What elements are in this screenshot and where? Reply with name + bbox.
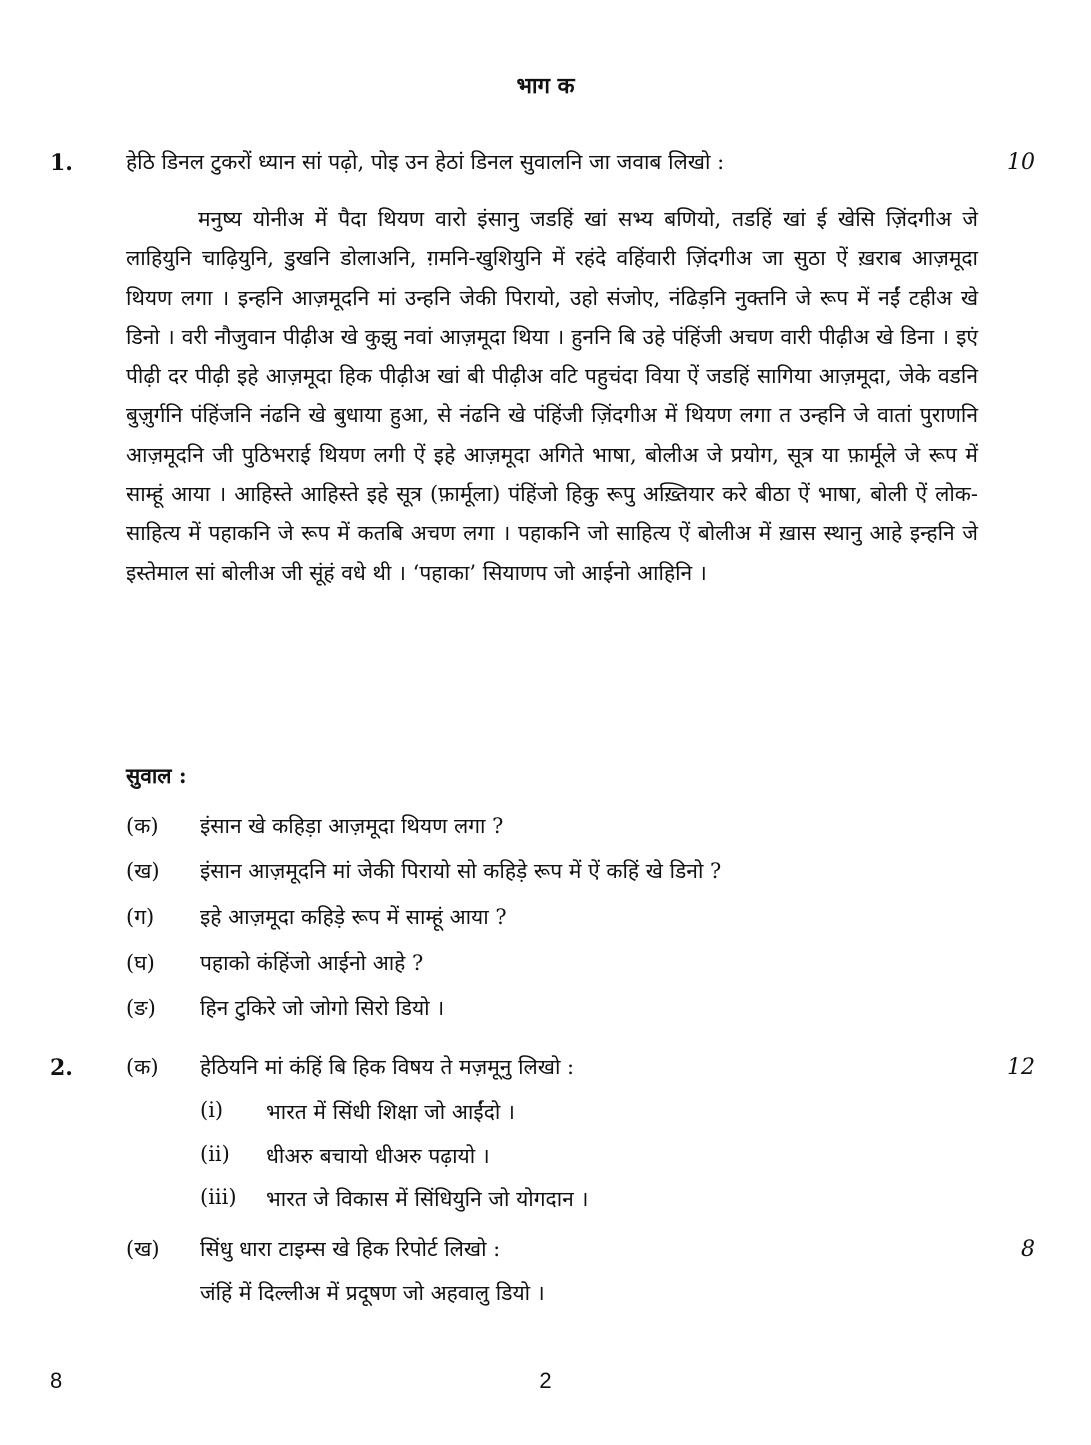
- topic-label: (i): [200, 1098, 224, 1122]
- question-2a-text: हेठियनि मां कंहिं बि हिक विषय ते मज़मूनु लिखो :: [200, 1055, 575, 1079]
- question-text: इहे आज़मूदा कहिड़े रूप में साम्हूं आया ?: [200, 905, 507, 929]
- question-2b-marks: 8: [1021, 1237, 1035, 1262]
- question-text: इंसान खे कहिड़ा आज़मूदा थियण लगा ?: [200, 814, 504, 838]
- topic-text: भारत में सिंधी शिक्षा जो आईंदो ।: [266, 1100, 515, 1124]
- question-1-marks: 10: [1007, 150, 1035, 175]
- topic-label: (iii): [200, 1185, 237, 1209]
- topic-text: भारत जे विकास में सिंधियुनि जो योगदान ।: [266, 1187, 589, 1211]
- question-text: हिन टुकिरे जो जोगो सिरो डियो ।: [200, 996, 445, 1020]
- question-2a-marks: 12: [1007, 1055, 1035, 1080]
- question-text: इंसान आज़मूदनि मां जेकी पिरायो सो कहिड़े रूप में ऐं कहिं खे डिनो ?: [200, 859, 722, 883]
- question-2b-label: (ख): [126, 1237, 160, 1261]
- question-2a-label: (क): [126, 1055, 159, 1079]
- passage: [126, 200, 978, 593]
- question-label: (ङ): [126, 996, 156, 1020]
- question-2b-text: सिंधु धारा टाइम्स खे हिक रिपोर्ट लिखो :: [200, 1237, 501, 1261]
- topic-label: (ii): [200, 1142, 230, 1166]
- paper-code: 8: [50, 1368, 63, 1393]
- questions-heading: सुवाल :: [126, 763, 187, 788]
- passage-text: मनुष्य योनीअ में पैदा थियण वारो इंसानु जडहिं खां सभ्य बणियो, तडहिं खां ई खेसि ज़िंदगीअ जे लाहियुनि चाढ़ियुनि, डुखनि डोलाअनि, ग़मनि-खुशियुनि में रहंदे वहिंवारी ज़िंदगीअ जा सुठा ऐं ख़राब आज़मूदा थियण लगा । इन्हनि आज़मूदनि मां उन्हनि जेकी पिरायो, उहो संजोए, नंढिड़नि नुक्तनि जे रूप में नईं टहीअ खे डिनो । वरी नौजुवान पीढ़ीअ खे कुझु नवां आज़मूदा थिया । हुननि बि उहे पंहिंजी अचण वारी पीढ़ीअ खे डिना । इएं पीढ़ी दर पीढ़ी इहे आज़मूदा हिक पीढ़ीअ खां बी पीढ़ीअ वटि पहुचंदा विया ऐं जडहिं सागिया आज़मूदा, जेके वडनि बुज़ुर्गनि पंहिंजनि नंढनि खे बुधाया हुआ, से नंढनि खे पंहिंजी ज़िंदगीअ में थियण लगा त उन्हनि जे वातां पुराणनि आज़मूदनि जी पुठिभराई थियण लगी ऐं इहे आज़मूदा अगिते भाषा, बोलीअ जे प्रयोग, सूत्र या फ़ार्मूले जे रूप में साम्हूं आया । आहिस्ते आहिस्ते इहे सूत्र (फ़ार्मूला) पंहिंजो हिकु रूपु अख़्तियार करे बीठा ऐं भाषा, बोली ऐं लोक-साहित्य में पहाकनि जे रूप में कतबि अचण लगा । पहाकनि जो साहित्य ऐं बोलीअ में ख़ास स्थानु आहे इन्हनि जे इस्तेमाल सां बोलीअ जी सूंहं वधे थी । ‘पहाका’ सियाणप जो आईनो आहिनि ।: [126, 207, 979, 585]
- section-title: भाग क: [516, 73, 575, 99]
- question-1-instruction: हेठि डिनल टुकरों ध्यान सां पढ़ो, पोइ उन हेठां डिनल सुवालनि जा जवाब लिखो :: [126, 150, 725, 174]
- question-label: (ग): [126, 905, 155, 929]
- topic-text: धीअरु बचायो धीअरु पढ़ायो ।: [266, 1144, 490, 1168]
- question-2b-text-2: जंहिं में दिल्लीअ में प्रदूषण जो अहवालु डियो ।: [200, 1281, 545, 1305]
- question-1-number: 1.: [50, 150, 73, 176]
- question-label: (घ): [126, 951, 155, 975]
- question-text: पहाको कंहिंजो आईनो आहे ?: [200, 951, 424, 975]
- page-number: 2: [539, 1368, 552, 1393]
- question-2-number: 2.: [50, 1055, 73, 1081]
- question-label: (क): [126, 814, 159, 838]
- question-label: (ख): [126, 859, 160, 883]
